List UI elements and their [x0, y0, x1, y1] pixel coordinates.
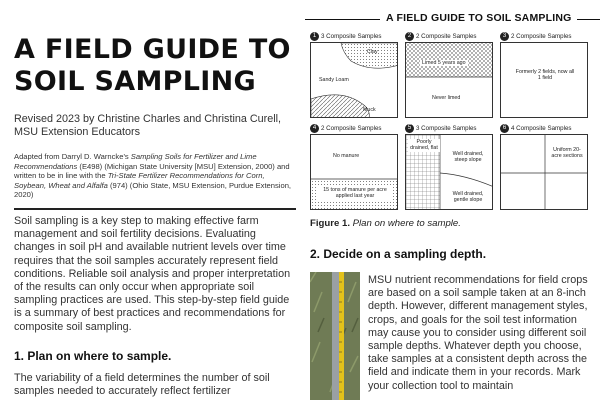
adapted-title-2: Tri-State Fertilizer Recommendations for Corn, Soybean, Wheat and Alfalfa: [14, 171, 265, 190]
panel-caption-text: 2 Composite Samples: [511, 33, 572, 41]
label-clay: Clay: [367, 49, 378, 55]
figure-panel-1: [310, 32, 398, 118]
panel-number: 6: [500, 124, 509, 133]
field-diagram: [405, 134, 493, 210]
running-header: A FIELD GUIDE TO SOIL SAMPLING: [380, 12, 577, 24]
soil-probe-photo-drawing: [310, 272, 360, 400]
probe-shaft: [332, 272, 339, 400]
panel-number: 4: [310, 124, 319, 133]
panel-number: 2: [405, 32, 414, 41]
adapted-title-1: Sampling Soils for Fertilizer and Lime Recommendations: [14, 152, 257, 171]
label-never-limed: Never limed: [432, 95, 461, 101]
panel-caption-text: 4 Composite Samples: [511, 125, 572, 133]
label-gentle-slope: Well drained, gentle slope: [452, 191, 484, 204]
figure-caption: [310, 218, 461, 229]
section-1-paragraph: The variability of a field determines the number of soil samples needed to accurately reflect fertilizer: [14, 372, 270, 398]
panel-caption-text: 2 Composite Samples: [416, 33, 477, 41]
panel-number: 1: [310, 32, 319, 41]
label-steep-slope: Well drained, steep slope: [452, 151, 484, 164]
adapted-note: [14, 152, 296, 200]
panel-caption: [310, 32, 382, 42]
label-limed: Limed 5 years ago: [422, 60, 466, 66]
panel-caption-text: 3 Composite Samples: [416, 125, 477, 133]
label-sandy-loam: Sandy Loam: [319, 77, 349, 83]
label-uniform-sections: Uniform 20-acre sections: [549, 147, 585, 160]
field-diagram-drawing: [406, 43, 493, 118]
panel-number: 3: [500, 32, 509, 41]
panel-number: 5: [405, 124, 414, 133]
label-muck: Muck: [363, 107, 376, 113]
panel-caption: [405, 32, 477, 42]
figure-caption-label: Figure 1.: [310, 218, 350, 229]
title-line-2: SOIL SAMPLING: [14, 66, 256, 97]
figure-panel-5: [405, 124, 493, 210]
panel-caption: [405, 124, 477, 134]
field-diagram: [500, 42, 588, 118]
figure-panel-4: [310, 124, 398, 210]
section-divider: [14, 208, 296, 210]
field-diagram: [405, 42, 493, 118]
field-diagram: [500, 134, 588, 210]
document-title: [14, 34, 296, 98]
muck-zone: [311, 95, 369, 118]
section-1-heading: 1. Plan on where to sample.: [14, 349, 172, 363]
panel-caption: [310, 124, 382, 134]
measuring-tape: [339, 272, 344, 400]
label-no-manure: No manure: [333, 153, 360, 159]
section-2-paragraph: MSU nutrient recommendations for field crops are based on a soil sample taken at an 8-inch depth. However, different management styles, crops, and goals for the soil test information may cause you to consider using different soil sample depths. Whatever depth you choose, take samples at a consistent depth across the field and indicate them in your records. Mark your collection tool to maintain: [368, 274, 588, 392]
panel-caption-text: 2 Composite Samples: [321, 125, 382, 133]
section-2-heading: 2. Decide on a sampling depth.: [310, 247, 487, 261]
figure-caption-text: Plan on where to sample.: [349, 218, 461, 229]
figure-panel-6: [500, 124, 588, 210]
panel-caption: [500, 124, 572, 134]
label-poorly-drained: Poorly drained, flat: [408, 139, 440, 152]
soil-probe-photo: [310, 272, 360, 400]
title-line-1: A FIELD GUIDE TO: [14, 34, 291, 65]
field-diagram: [310, 42, 398, 118]
field-diagram: [310, 134, 398, 210]
intro-paragraph: Soil sampling is a key step to making effective farm management and soil fertility decisions. Evaluating changes in soil pH and available nutrient levels over time requires that the soil samples accurately represent field conditions. Reliable soil analysis and proper interpretation of the results can only occur when appropriate soil sampling practices are used. This step-by-step field guide is a summary of best practices and recommendations for composite soil sampling.: [14, 215, 291, 333]
zone-boundary: [440, 173, 493, 187]
byline: Revised 2023 by Christine Charles and Christina Curell, MSU Extension Educators: [14, 113, 282, 138]
figure-panel-3: [500, 32, 588, 118]
adapted-text-3: (974) (Ohio State, MSU Extension, Purdue Extension, 2020): [14, 180, 292, 200]
panel-caption: [500, 32, 572, 42]
panel-caption-text: 3 Composite Samples: [321, 33, 382, 41]
figure-panel-2: [405, 32, 493, 118]
label-manure: 15 tons of manure per acre applied last year: [317, 187, 393, 200]
adapted-text-2: (E498) (Michigan State University [MSU] Extension, 2000) and written to be in line with the: [14, 161, 290, 181]
adapted-text-1: Adapted from Darryl D. Warncke's: [14, 152, 131, 161]
clay-zone: [341, 43, 398, 68]
label-formerly-two-fields: Formerly 2 fields, now all 1 field: [515, 69, 575, 82]
